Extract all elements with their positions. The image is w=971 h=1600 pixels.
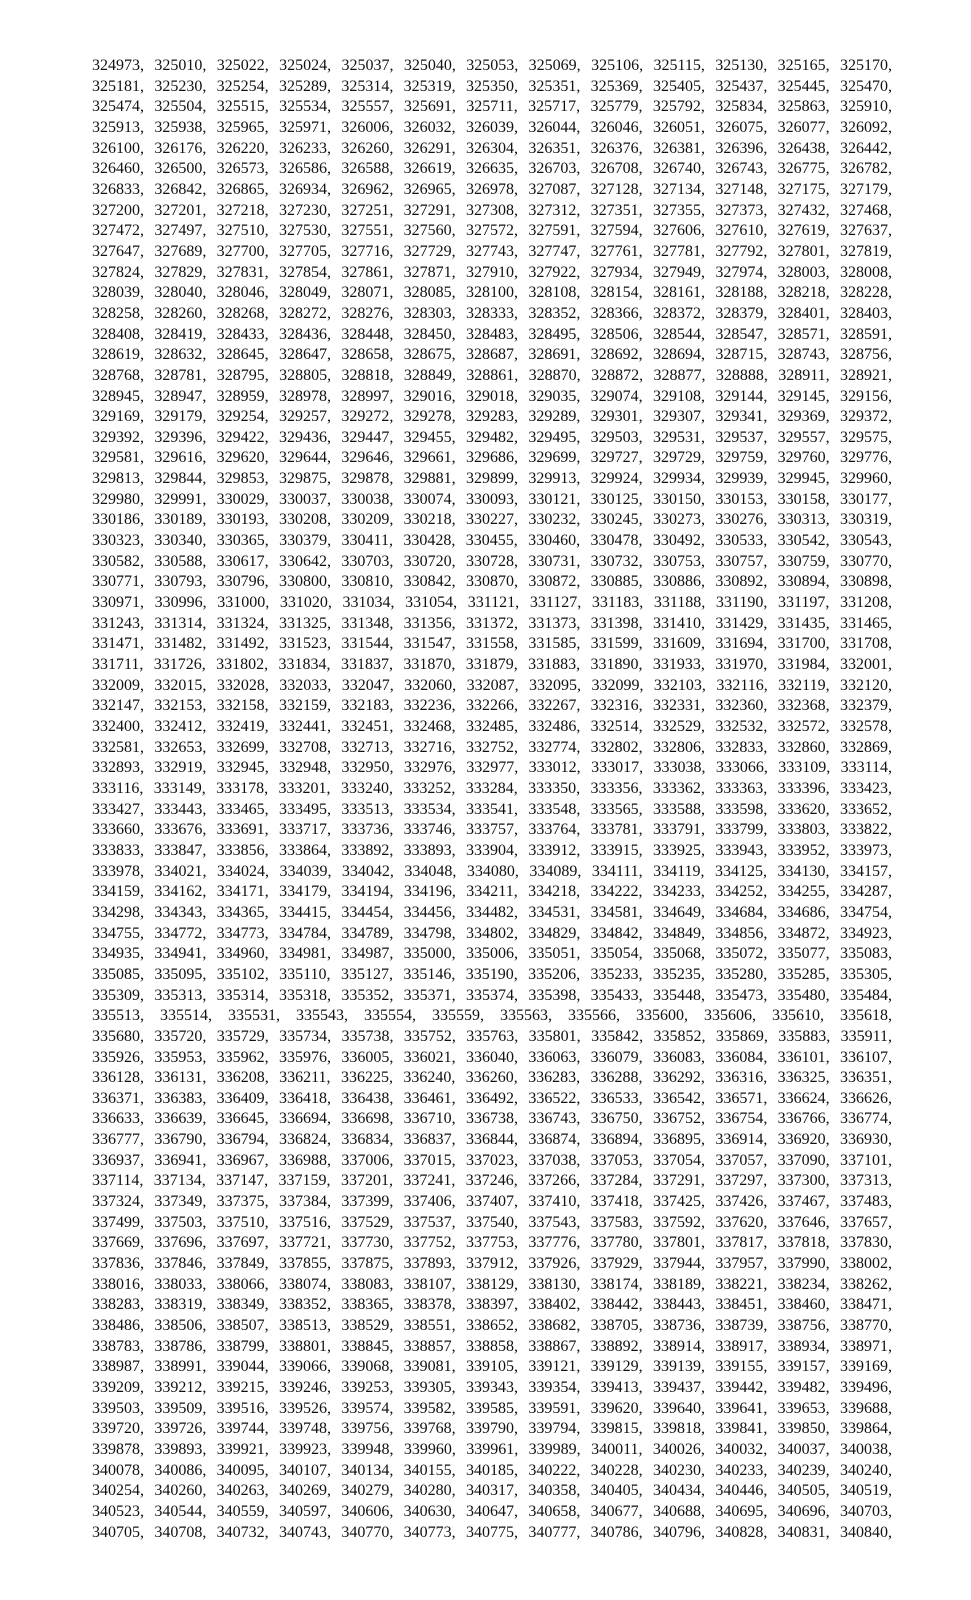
- number-line: 325474, 325504, 325515, 325534, 325557, 325691, 325711, 325717, 325779, 325792, 325834, 325863, 325910,: [92, 98, 892, 116]
- number-line: 339878, 339893, 339921, 339923, 339948, 339960, 339961, 339989, 340011, 340026, 340032, 340037, 340038,: [92, 1440, 892, 1458]
- number-line: 338783, 338786, 338799, 338801, 338845, 338857, 338858, 338867, 338892, 338914, 338917, 338934, 338971,: [92, 1337, 892, 1355]
- number-line: 339503, 339509, 339516, 339526, 339574, 339582, 339585, 339591, 339620, 339640, 339641, 339653, 339688,: [92, 1399, 892, 1417]
- number-line: 336633, 336639, 336645, 336694, 336698, 336710, 336738, 336743, 336750, 336752, 336754, 336766, 336774,: [92, 1110, 892, 1128]
- number-line: 331471, 331482, 331492, 331523, 331544, 331547, 331558, 331585, 331599, 331609, 331694, 331700, 331708,: [92, 635, 892, 653]
- number-line: 328945, 328947, 328959, 328978, 328997, 329016, 329018, 329035, 329074, 329108, 329144, 329145, 329156,: [92, 387, 892, 405]
- number-line: 333116, 333149, 333178, 333201, 333240, 333252, 333284, 333350, 333356, 333362, 333363, 333396, 333423,: [92, 779, 892, 797]
- number-line: 326100, 326176, 326220, 326233, 326260, 326291, 326304, 326351, 326376, 326381, 326396, 326438, 326442,: [92, 139, 892, 157]
- number-line: 340523, 340544, 340559, 340597, 340606, 340630, 340647, 340658, 340677, 340688, 340695, 340696, 340703,: [92, 1502, 892, 1520]
- number-line: 333978, 334021, 334024, 334039, 334042, 334048, 334080, 334089, 334111, 334119, 334125, 334130, 334157,: [92, 862, 892, 880]
- number-line: 331243, 331314, 331324, 331325, 331348, 331356, 331372, 331373, 331398, 331410, 331429, 331435, 331465,: [92, 614, 892, 632]
- number-line: 337114, 337134, 337147, 337159, 337201, 337241, 337246, 337266, 337284, 337291, 337297, 337300, 337313,: [92, 1172, 892, 1190]
- number-line: 325913, 325938, 325965, 325971, 326006, 326032, 326039, 326044, 326046, 326051, 326075, 326077, 326092,: [92, 118, 892, 136]
- number-line: 330971, 330996, 331000, 331020, 331034, 331054, 331121, 331127, 331183, 331188, 331190, 331197, 331208,: [92, 594, 892, 612]
- number-line: 338016, 338033, 338066, 338074, 338083, 338107, 338129, 338130, 338174, 338189, 338221, 338234, 338262,: [92, 1275, 892, 1293]
- number-line: 327200, 327201, 327218, 327230, 327251, 327291, 327308, 327312, 327351, 327355, 327373, 327432, 327468,: [92, 201, 892, 219]
- number-line: 330771, 330793, 330796, 330800, 330810, 330842, 330870, 330872, 330885, 330886, 330892, 330894, 330898,: [92, 573, 892, 591]
- number-line: 340705, 340708, 340732, 340743, 340770, 340773, 340775, 340777, 340786, 340796, 340828, 340831, 340840,: [92, 1523, 892, 1541]
- number-line: 335926, 335953, 335962, 335976, 336005, 336021, 336040, 336063, 336079, 336083, 336084, 336101, 336107,: [92, 1048, 892, 1066]
- number-line: 328408, 328419, 328433, 328436, 328448, 328450, 328483, 328495, 328506, 328544, 328547, 328571, 328591,: [92, 325, 892, 343]
- number-line: 331711, 331726, 331802, 331834, 331837, 331870, 331879, 331883, 331890, 331933, 331970, 331984, 332001,: [92, 656, 892, 674]
- number-line: 339209, 339212, 339215, 339246, 339253, 339305, 339343, 339354, 339413, 339437, 339442, 339482, 339496,: [92, 1379, 892, 1396]
- number-line: 337499, 337503, 337510, 337516, 337529, 337537, 337540, 337543, 337583, 337592, 337620, 337646, 337657,: [92, 1213, 892, 1231]
- number-line: 329169, 329179, 329254, 329257, 329272, 329278, 329283, 329289, 329301, 329307, 329341, 329369, 329372,: [92, 408, 892, 426]
- number-line: 340078, 340086, 340095, 340107, 340134, 340155, 340185, 340222, 340228, 340230, 340233, 340239, 340240,: [92, 1461, 892, 1479]
- number-line: 335085, 335095, 335102, 335110, 335127, 335146, 335190, 335206, 335233, 335235, 335280, 335285, 335305,: [92, 965, 892, 983]
- number-line: 324973, 325010, 325022, 325024, 325037, 325040, 325053, 325069, 325106, 325115, 325130, 325165, 325170,: [92, 57, 892, 74]
- number-list: [92, 56, 892, 1543]
- number-line: 333833, 333847, 333856, 333864, 333892, 333893, 333904, 333912, 333915, 333925, 333943, 333952, 333973,: [92, 841, 892, 859]
- number-line: 330323, 330340, 330365, 330379, 330411, 330428, 330455, 330460, 330478, 330492, 330533, 330542, 330543,: [92, 532, 892, 550]
- number-line: 333427, 333443, 333465, 333495, 333513, 333534, 333541, 333548, 333565, 333588, 333598, 333620, 333652,: [92, 800, 892, 818]
- number-line: 334935, 334941, 334960, 334981, 334987, 335000, 335006, 335051, 335054, 335068, 335072, 335077, 335083,: [92, 945, 892, 963]
- number-line: 326833, 326842, 326865, 326934, 326962, 326965, 326978, 327087, 327128, 327134, 327148, 327175, 327179,: [92, 180, 892, 198]
- number-line: 336128, 336131, 336208, 336211, 336225, 336240, 336260, 336283, 336288, 336292, 336316, 336325, 336351,: [92, 1069, 892, 1087]
- number-line: 328619, 328632, 328645, 328647, 328658, 328675, 328687, 328691, 328692, 328694, 328715, 328743, 328756,: [92, 346, 892, 364]
- number-line: 325181, 325230, 325254, 325289, 325314, 325319, 325350, 325351, 325369, 325405, 325437, 325445, 325470,: [92, 77, 892, 95]
- number-line: 329392, 329396, 329422, 329436, 329447, 329455, 329482, 329495, 329503, 329531, 329537, 329557, 329575,: [92, 428, 892, 446]
- number-line: 328768, 328781, 328795, 328805, 328818, 328849, 328861, 328870, 328872, 328877, 328888, 328911, 328921,: [92, 366, 892, 384]
- number-line: 336371, 336383, 336409, 336418, 336438, 336461, 336492, 336522, 336533, 336542, 336571, 336624, 336626,: [92, 1089, 892, 1107]
- number-line: 332400, 332412, 332419, 332441, 332451, 332468, 332485, 332486, 332514, 332529, 332532, 332572, 332578,: [92, 718, 892, 735]
- number-line: 332581, 332653, 332699, 332708, 332713, 332716, 332752, 332774, 332802, 332806, 332833, 332860, 332869,: [92, 738, 892, 756]
- number-line: 330582, 330588, 330617, 330642, 330703, 330720, 330728, 330731, 330732, 330753, 330757, 330759, 330770,: [92, 552, 892, 570]
- number-line: 337836, 337846, 337849, 337855, 337875, 337893, 337912, 337926, 337929, 337944, 337957, 337990, 338002,: [92, 1255, 892, 1273]
- number-line: 328258, 328260, 328268, 328272, 328276, 328303, 328333, 328352, 328366, 328372, 328379, 328401, 328403,: [92, 304, 892, 322]
- number-line: 338486, 338506, 338507, 338513, 338529, 338551, 338652, 338682, 338705, 338736, 338739, 338756, 338770,: [92, 1317, 892, 1335]
- number-line: 334755, 334772, 334773, 334784, 334789, 334798, 334802, 334829, 334842, 334849, 334856, 334872, 334923,: [92, 924, 892, 942]
- number-line: 337669, 337696, 337697, 337721, 337730, 337752, 337753, 337776, 337780, 337801, 337817, 337818, 337830,: [92, 1234, 892, 1252]
- number-line: 329581, 329616, 329620, 329644, 329646, 329661, 329686, 329699, 329727, 329729, 329759, 329760, 329776,: [92, 449, 892, 467]
- number-line: 328039, 328040, 328046, 328049, 328071, 328085, 328100, 328108, 328154, 328161, 328188, 328218, 328228,: [92, 284, 892, 302]
- number-line: 338283, 338319, 338349, 338352, 338365, 338378, 338397, 338402, 338442, 338443, 338451, 338460, 338471,: [92, 1296, 892, 1314]
- number-line: 329980, 329991, 330029, 330037, 330038, 330074, 330093, 330121, 330125, 330150, 330153, 330158, 330177,: [92, 490, 892, 508]
- number-line: 336777, 336790, 336794, 336824, 336834, 336837, 336844, 336874, 336894, 336895, 336914, 336920, 336930,: [92, 1131, 892, 1149]
- number-line: 326460, 326500, 326573, 326586, 326588, 326619, 326635, 326703, 326708, 326740, 326743, 326775, 326782,: [92, 160, 892, 178]
- number-line: 333660, 333676, 333691, 333717, 333736, 333746, 333757, 333764, 333781, 333791, 333799, 333803, 333822,: [92, 821, 892, 839]
- number-line: 334159, 334162, 334171, 334179, 334194, 334196, 334211, 334218, 334222, 334233, 334252, 334255, 334287,: [92, 883, 892, 901]
- number-line: 335680, 335720, 335729, 335734, 335738, 335752, 335763, 335801, 335842, 335852, 335869, 335883, 335911,: [92, 1027, 892, 1045]
- number-line: 327472, 327497, 327510, 327530, 327551, 327560, 327572, 327591, 327594, 327606, 327610, 327619, 327637,: [92, 222, 892, 240]
- number-line: 335513, 335514, 335531, 335543, 335554, 335559, 335563, 335566, 335600, 335606, 335610, 335618,: [92, 1007, 892, 1025]
- number-line: 327647, 327689, 327700, 327705, 327716, 327729, 327743, 327747, 327761, 327781, 327792, 327801, 327819,: [92, 242, 892, 260]
- number-line: 335309, 335313, 335314, 335318, 335352, 335371, 335374, 335398, 335433, 335448, 335473, 335480, 335484,: [92, 986, 892, 1004]
- number-line: 332009, 332015, 332028, 332033, 332047, 332060, 332087, 332095, 332099, 332103, 332116, 332119, 332120,: [92, 676, 892, 694]
- number-line: 336937, 336941, 336967, 336988, 337006, 337015, 337023, 337038, 337053, 337054, 337057, 337090, 337101,: [92, 1151, 892, 1169]
- number-line: 332147, 332153, 332158, 332159, 332183, 332236, 332266, 332267, 332316, 332331, 332360, 332368, 332379,: [92, 697, 892, 715]
- number-line: 334298, 334343, 334365, 334415, 334454, 334456, 334482, 334531, 334581, 334649, 334684, 334686, 334754,: [92, 903, 892, 921]
- number-line: 327824, 327829, 327831, 327854, 327861, 327871, 327910, 327922, 327934, 327949, 327974, 328003, 328008,: [92, 263, 892, 281]
- number-line: 329813, 329844, 329853, 329875, 329878, 329881, 329899, 329913, 329924, 329934, 329939, 329945, 329960,: [92, 470, 892, 488]
- number-line: 330186, 330189, 330193, 330208, 330209, 330218, 330227, 330232, 330245, 330273, 330276, 330313, 330319,: [92, 511, 892, 529]
- number-line: 337324, 337349, 337375, 337384, 337399, 337406, 337407, 337410, 337418, 337425, 337426, 337467, 337483,: [92, 1193, 892, 1211]
- number-line: 340254, 340260, 340263, 340269, 340279, 340280, 340317, 340358, 340405, 340434, 340446, 340505, 340519,: [92, 1482, 892, 1500]
- number-line: 339720, 339726, 339744, 339748, 339756, 339768, 339790, 339794, 339815, 339818, 339841, 339850, 339864,: [92, 1420, 892, 1438]
- number-line: 338987, 338991, 339044, 339066, 339068, 339081, 339105, 339121, 339129, 339139, 339155, 339157, 339169,: [92, 1358, 892, 1376]
- number-line: 332893, 332919, 332945, 332948, 332950, 332976, 332977, 333012, 333017, 333038, 333066, 333109, 333114,: [92, 759, 892, 777]
